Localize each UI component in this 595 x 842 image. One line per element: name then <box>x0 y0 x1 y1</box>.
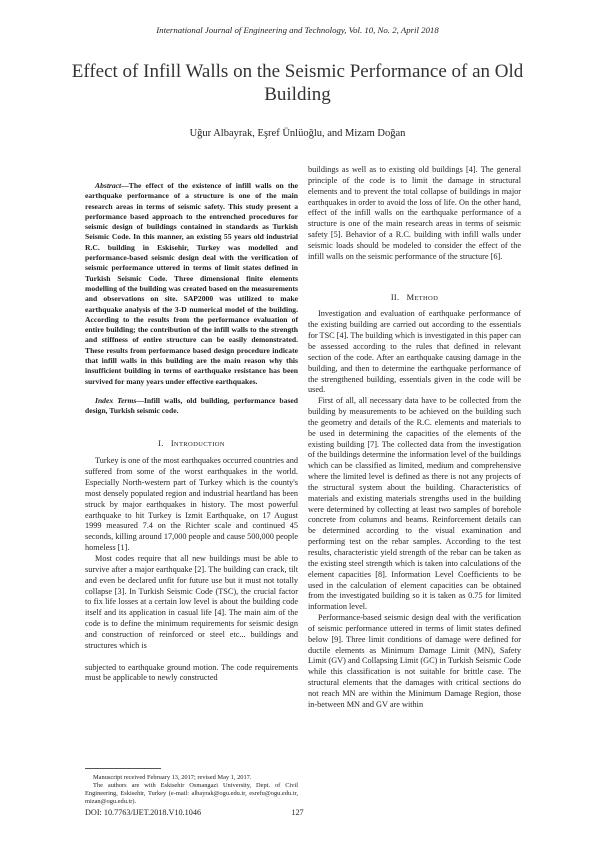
doi: DOI: 10.7763/IJET.2018.V10.1046 <box>85 808 202 817</box>
method-paragraph-3: Performance-based seismic design deal with the verification of seismic performance uttered in terms of limit states defined below [9]. Three limit conditions of damage were defined for ductile elements as Minimum Damage Limit (MN), Safety Limit (GV) and Collapsing Limit (GC) in Turkish Seismic Code while this classification is not suitable for brittle case. The structural elements that the damages with critical sections do not reach MN are within the Minimum Damage Region, those in-between MN and GV are within <box>308 613 521 709</box>
journal-header: International Journal of Engineering and Technology, Vol. 10, No. 2, April 2018 <box>156 25 439 35</box>
footnote-rule <box>85 768 161 769</box>
intro-paragraph-3: subjected to earthquake ground motion. The code requirements must be applicable to newly constructed <box>85 662 298 683</box>
right-paragraph-1: buildings as well as to existing old buildings [4]. The general principle of the code is to limit the damage in structural elements and to prevent the total collapse of buildings in major earthquakes in order to avoid the loss of life. On the other hand, effect of the infill walls on the earthquake performance of a structure is one of the main research areas in terms of seismic safety [5]. Behavior of a R.C. building with infill walls under seismic loads should be modeled to consider the effect of the infill walls on the seismic performance of the structure [6]. <box>308 165 521 261</box>
abstract-lead: Abstract <box>95 181 122 190</box>
section-heading-method: II. METHOD <box>390 292 439 302</box>
page-number: 127 <box>291 808 304 817</box>
right-column <box>308 165 521 711</box>
method-paragraph-1: Investigation and evaluation of earthquake performance of the existing building are carried out according to the essentials for TSC [4]. The building which is investigated in this paper can be assessed according to the rules that defined in relevant section of the code. After an earthquake causing damage in the building, and then to determine the earthquake performance of the strengthened building, essentials given in the code will be used. <box>308 309 521 395</box>
abstract-text: —The effect of the existence of infill walls on the earthquake performance of a structure is one of the main research areas in terms of seismic safety. This study present a performance based approach to the entrenched procedures for seismic design of buildings contained in standards as Turkish Seismic Code. In this manner, an existing 55 years old industrial R.C. building in Eskisehir, Turkey was modelled and performance-based seismic design deal with the verification of seismic performance uttered in terms of limit states defined in Turkish Seismic Code. Three dimensional finite elements modelling of the building was created based on the measurements and observations on site. SAP2000 was utilized to make earthquake analysis of the 3-D numerical model of the building. According to the results from the performance evaluation of entire building; the contribution of the infill walls to the strength and stiffness of entire structure can be easily demonstrated. These results from performance based design procedure indicate that infill walls in this building are the main reason why this insufficient building in terms of earthquake resistance has been survived for many years under effective earthquakes. <box>85 181 298 386</box>
index-terms <box>85 396 298 417</box>
abstract <box>85 181 298 387</box>
footnote-affiliation: The authors are with Eskisehir Osmangazi University, Dept. of Civil Engineering, Eskisehir, Turkey (e-mail: albayrak@ogu.edu.tr, esrefu@ogu.edu.tr, mizan@ogu.edu.tr). <box>85 782 298 806</box>
index-terms-lead: Index Terms <box>95 395 137 405</box>
footnote <box>85 774 298 806</box>
paper-authors: Uğur Albayrak, Eşref Ünlüoğlu, and Mizam Doğan <box>189 128 406 139</box>
method-paragraph-2: First of all, all necessary data have to be collected from the building by measurements to be achieved on the building such the geometry and details of the R.C. elements and materials to be used in determining the capacities of the elements of the existing building [7]. The collected data from the investigation of the buildings determine the information level of the buildings which can be classified as limited, medium and comprehensive where the limited level is defined as there is not any projects of the structural system about the building. Characteristics of materials and existing materials strengths used in the building were determined by collecting at least two samples of borehole concrete from columns and beams. Reinforcement details can be determined according to the visual examination and performing test on the rebar samples. According to the test results, characteristic yield strength of the rebar can be taken as the existing steel strength which is taken into calculations of the element capacities [8]. Information Level Coefficients to be used in the calculation of element capacities can be obtained from the investigated building so it is taken as 0.75 for limited information level. <box>308 396 521 612</box>
intro-paragraph-2: Most codes require that all new buildings must be able to survive after a major earthquake [2]. The building can crack, tilt and even be declared unfit for future use but it must not totally collapse [3]. In Turkish Seismic Code (TSC), the crucial factor to fix life losses at a certain low level is about the building code itself and its application in casual life [4]. The main aim of the code is to define the minimum requirements for seismic design and construction of reinforced or steel etc... buildings and structures which is <box>85 553 298 650</box>
intro-paragraph-1: Turkey is one of the most earthquakes occurred countries and suffered from some of the worst earthquakes in the world. Especially North-western part of Turkey which is the county's most densely populated region and industrial heartland has been struck by major earthquakes in history. The most powerful earthquake to hit Turkey is Izmit Earthquake, on 17 August 1999 measured 7.4 on the Richter scale and continued 45 seconds, killing around 17,000 people and cause 500,000 people homeless [1]. <box>85 456 298 553</box>
left-column <box>85 181 298 684</box>
index-terms-text: —Infill walls, old building, performance based design, Turkish seismic code. <box>85 395 299 416</box>
section-heading-introduction: I. INTRODUCTION <box>158 438 225 448</box>
paper-title: Effect of Infill Walls on the Seismic Performance of an Old Building <box>71 61 524 105</box>
footnote-received: Manuscript received February 13, 2017; revised May 1, 2017. <box>93 774 252 781</box>
